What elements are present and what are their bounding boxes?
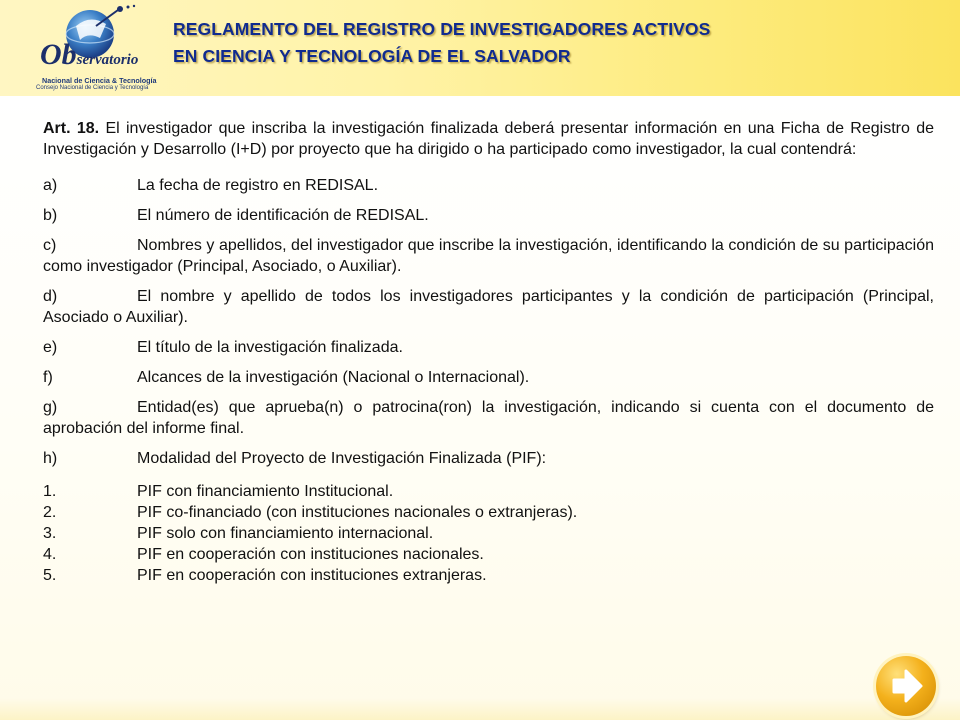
- pif-list-item: [43, 481, 934, 502]
- list-item: [43, 235, 934, 277]
- title-line-2: EN CIENCIA Y TECNOLOGÍA DE EL SALVADOR: [173, 46, 571, 66]
- pif-marker: 2.: [43, 504, 57, 521]
- list-item: [43, 205, 934, 226]
- pif-list-item: [43, 565, 934, 586]
- pif-text: PIF solo con financiamiento internacional.: [137, 525, 434, 542]
- pif-text: PIF en cooperación con instituciones nacionales.: [137, 546, 484, 563]
- pif-text: PIF co-financiado (con instituciones nacionales o extranjeras).: [137, 504, 578, 521]
- pif-text: PIF en cooperación con instituciones extranjeras.: [137, 567, 487, 584]
- list-item: [43, 367, 934, 388]
- pif-list: [43, 481, 934, 586]
- item-text: El nombre y apellido de todos los investigadores participantes y la condición de participación (Principal, Asociado o Auxiliar).: [43, 288, 934, 326]
- title-line-1: REGLAMENTO DEL REGISTRO DE INVESTIGADORES ACTIVOS: [173, 19, 711, 39]
- item-text: Modalidad del Proyecto de Investigación Finalizada (PIF):: [137, 450, 547, 467]
- observatorio-logo: [30, 2, 180, 94]
- pif-marker: 4.: [43, 546, 57, 563]
- logo-wordmark: Observatorio: [40, 38, 139, 71]
- pif-marker: 5.: [43, 567, 57, 584]
- page-title: [173, 16, 710, 70]
- item-marker: h): [43, 450, 58, 467]
- item-text: La fecha de registro en REDISAL.: [137, 177, 379, 194]
- item-text: El título de la investigación finalizada.: [137, 339, 403, 356]
- pif-list-item: [43, 544, 934, 565]
- item-marker: e): [43, 339, 58, 356]
- footer-strip: [0, 698, 960, 720]
- list-item: [43, 337, 934, 358]
- list-item: [43, 448, 934, 469]
- item-text: Alcances de la investigación (Nacional o Internacional).: [137, 369, 530, 386]
- logo-subtitle-2: Consejo Nacional de Ciencia y Tecnología: [36, 85, 149, 91]
- item-text: Nombres y apellidos, del investigador que inscribe la investigación, identificando la condición de su participación como investigador (Principal, Asociado, o Auxiliar).: [43, 237, 934, 275]
- item-marker: c): [43, 237, 57, 254]
- article-intro: [43, 118, 934, 160]
- list-item: [43, 286, 934, 328]
- item-marker: d): [43, 288, 58, 305]
- pif-marker: 1.: [43, 483, 57, 500]
- pif-list-item: [43, 502, 934, 523]
- pif-text: PIF con financiamiento Institucional.: [137, 483, 394, 500]
- list-item: [43, 175, 934, 196]
- item-marker: g): [43, 399, 58, 416]
- article-label: Art. 18.: [43, 120, 100, 137]
- pif-marker: 3.: [43, 525, 57, 542]
- article-body: [43, 118, 934, 586]
- list-item: [43, 397, 934, 439]
- arrow-right-icon: [876, 656, 936, 716]
- item-text: Entidad(es) que aprueba(n) o patrocina(ron) la investigación, indicando si cuenta con el documento de aprobación del informe final.: [43, 399, 934, 437]
- item-marker: a): [43, 177, 58, 194]
- next-slide-button[interactable]: [876, 656, 936, 716]
- item-marker: f): [43, 369, 53, 386]
- pif-list-item: [43, 523, 934, 544]
- logo-subtitle-1: Nacional de Ciencia & Tecnología: [42, 76, 157, 85]
- item-text: El número de identificación de REDISAL.: [137, 207, 429, 224]
- article-text: El investigador que inscriba la investigación finalizada deberá presentar información en una Ficha de Registro de Investigación y Desarrollo (I+D) por proyecto que ha dirigido o ha participado como investigador, la cual contendrá:: [43, 120, 934, 158]
- item-marker: b): [43, 207, 58, 224]
